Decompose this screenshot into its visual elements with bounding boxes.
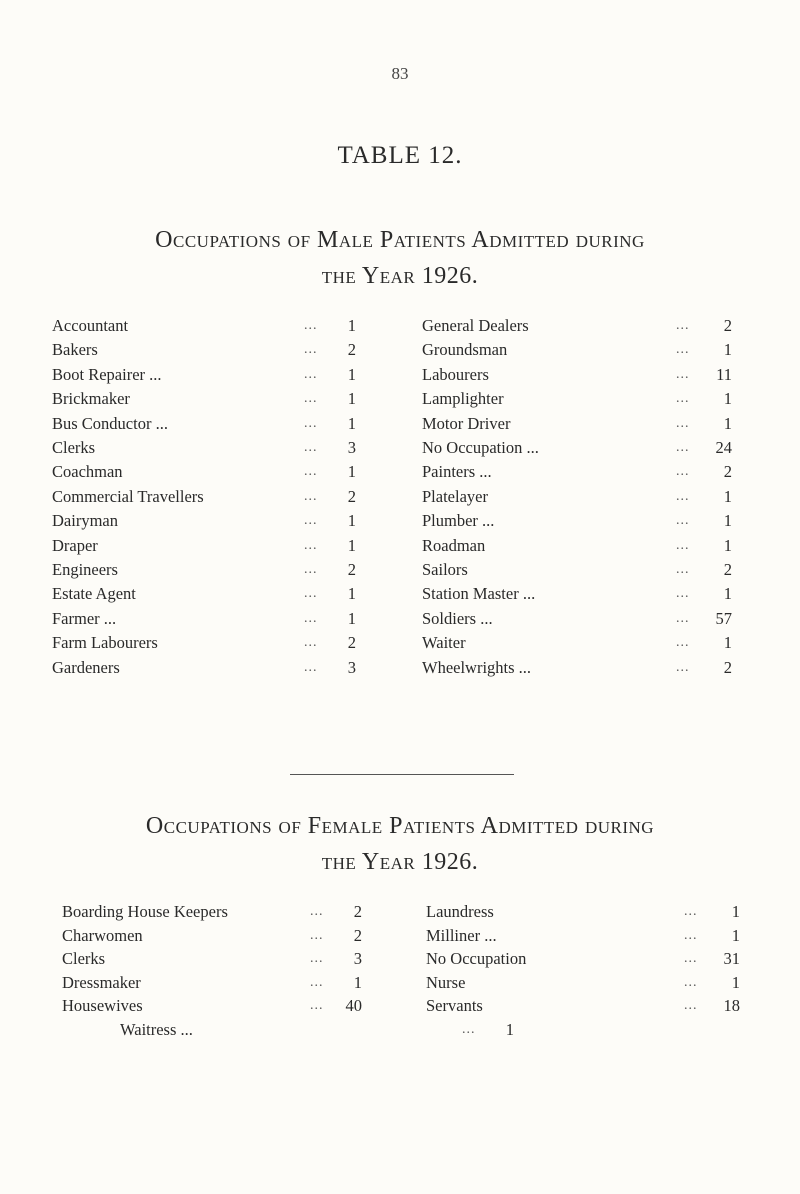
male-right-leader-dots: ... xyxy=(676,366,690,382)
male-left-row xyxy=(52,656,356,680)
male-left-row xyxy=(52,436,356,460)
female-left-row xyxy=(62,924,362,948)
male-right-occupation: No Occupation ... xyxy=(422,438,539,457)
male-left-leader-dots: ... xyxy=(304,415,318,431)
male-left-leader-dots: ... xyxy=(304,318,318,333)
male-left-row xyxy=(52,387,356,411)
male-right-row xyxy=(422,656,732,680)
male-left-occupation: Boot Repairer ... xyxy=(52,364,162,384)
male-right-occupation: Motor Driver xyxy=(422,413,511,433)
male-heading-line2: the Year 1926. xyxy=(321,263,479,289)
male-left-count: 1 xyxy=(347,535,356,555)
male-right-occupation: Groundsman xyxy=(422,340,508,360)
male-left-leader-dots: ... xyxy=(304,342,318,358)
male-left-count: 1 xyxy=(347,511,356,531)
male-right-count: 1 xyxy=(723,389,732,409)
male-right-count: 11 xyxy=(716,364,732,384)
male-left-row xyxy=(52,534,356,558)
male-right-occupation: Wheelwrights ... xyxy=(422,657,532,677)
male-left-occupation: Farmer ... xyxy=(52,608,117,628)
male-right-leader-dots: ... xyxy=(676,513,690,529)
male-left-count: 2 xyxy=(347,486,356,506)
male-right-occupation: Waiter xyxy=(422,633,466,653)
male-right-count: 2 xyxy=(723,560,732,579)
male-left-occupation: Commercial Travellers xyxy=(52,486,204,506)
female-left-count: 2 xyxy=(353,925,362,945)
male-left-row xyxy=(52,412,356,436)
male-right-leader-dots: ... xyxy=(676,318,690,333)
female-right-occupation: No Occupation xyxy=(426,949,527,968)
male-left-occupation: Farm Labourers xyxy=(52,633,158,653)
male-left-row xyxy=(52,485,356,509)
male-right-row xyxy=(422,509,732,533)
male-left-leader-dots: ... xyxy=(304,537,318,553)
female-left-occupation: Boarding House Keepers xyxy=(62,902,228,921)
female-right-row xyxy=(426,900,740,924)
male-left-leader-dots: ... xyxy=(304,366,318,382)
female-last-count: 1 xyxy=(505,1020,514,1039)
male-right-occupation: Roadman xyxy=(422,535,486,555)
female-heading-line2: the Year 1926. xyxy=(321,849,479,875)
male-right-occupation: Plumber ... xyxy=(422,511,495,531)
male-right-occupation: Platelayer xyxy=(422,486,488,506)
male-left-row xyxy=(52,558,356,582)
female-left-count: 2 xyxy=(353,902,362,921)
female-left-row xyxy=(62,994,362,1018)
male-left-occupation: Engineers xyxy=(52,560,118,579)
male-right-count: 2 xyxy=(723,657,732,677)
male-left-occupation: Gardeners xyxy=(52,657,120,677)
male-right-row xyxy=(422,582,732,606)
male-left-row xyxy=(52,509,356,533)
female-right-occupation: Nurse xyxy=(426,972,466,992)
female-left-occupation: Clerks xyxy=(62,949,106,968)
male-right-row xyxy=(422,387,732,411)
male-right-count: 1 xyxy=(723,413,732,433)
female-right-count: 1 xyxy=(731,902,740,921)
female-left-count: 3 xyxy=(353,949,362,968)
male-right-leader-dots: ... xyxy=(676,464,690,480)
female-left-occupation: Dressmaker xyxy=(62,972,141,992)
male-right-count: 1 xyxy=(723,511,732,531)
female-right-count: 1 xyxy=(731,925,740,945)
male-right-count: 1 xyxy=(723,584,732,604)
male-right-row xyxy=(422,631,732,655)
female-right-leader-dots: ... xyxy=(684,951,698,966)
male-left-count: 1 xyxy=(347,364,356,384)
male-left-leader-dots: ... xyxy=(304,659,318,675)
male-right-leader-dots: ... xyxy=(676,659,690,675)
male-left-count: 2 xyxy=(347,633,356,653)
male-left-occupation: Accountant xyxy=(52,316,129,335)
female-right-count: 1 xyxy=(731,972,740,992)
male-right-row xyxy=(422,607,732,631)
male-left-occupation: Draper xyxy=(52,535,98,555)
male-right-leader-dots: ... xyxy=(676,610,690,626)
male-left-count: 2 xyxy=(347,340,356,360)
male-left-occupation: Dairyman xyxy=(52,511,118,531)
page-number: 83 xyxy=(391,64,409,83)
male-right-count: 24 xyxy=(715,438,732,457)
male-right-leader-dots: ... xyxy=(676,415,690,431)
female-right-occupation: Servants xyxy=(426,996,483,1015)
male-left-count: 1 xyxy=(347,462,356,482)
male-left-count: 1 xyxy=(347,584,356,604)
male-left-row xyxy=(52,631,356,655)
male-left-row xyxy=(52,607,356,631)
female-left-leader-dots: ... xyxy=(310,904,324,919)
male-left-leader-dots: ... xyxy=(304,464,318,480)
male-left-count: 3 xyxy=(347,657,356,677)
male-left-leader-dots: ... xyxy=(304,391,318,407)
male-left-count: 1 xyxy=(347,316,356,335)
female-last-row xyxy=(120,1018,514,1042)
female-right-row xyxy=(426,924,740,948)
male-right-leader-dots: ... xyxy=(676,537,690,553)
female-right-leader-dots: ... xyxy=(684,974,698,990)
female-heading-line1: Occupations of Female Patients Admitted during xyxy=(145,813,655,839)
male-right-row xyxy=(422,460,732,484)
male-occupations-heading xyxy=(0,222,800,294)
male-right-occupation: Painters ... xyxy=(422,462,492,482)
female-left-leader-dots: ... xyxy=(310,974,324,990)
male-left-occupation: Bus Conductor ... xyxy=(52,413,168,433)
female-left-occupation: Housewives xyxy=(62,996,143,1015)
female-right-leader-dots: ... xyxy=(684,927,698,943)
male-left-count: 2 xyxy=(347,560,356,579)
male-left-occupation: Clerks xyxy=(52,438,96,457)
male-right-leader-dots: ... xyxy=(676,635,690,651)
female-right-row xyxy=(426,947,740,971)
male-right-count: 1 xyxy=(723,486,732,506)
male-right-count: 57 xyxy=(715,608,732,628)
male-right-row xyxy=(422,363,732,387)
male-left-row xyxy=(52,314,356,338)
male-right-count: 1 xyxy=(723,535,732,555)
male-right-row xyxy=(422,485,732,509)
male-right-row xyxy=(422,314,732,338)
female-right-count: 31 xyxy=(723,949,740,968)
male-right-row xyxy=(422,558,732,582)
male-right-row xyxy=(422,338,732,362)
male-left-leader-dots: ... xyxy=(304,488,318,504)
female-last-leader-dots: ... xyxy=(462,1022,476,1037)
male-left-leader-dots: ... xyxy=(304,635,318,651)
male-right-occupation: General Dealers xyxy=(422,316,529,335)
male-right-count: 1 xyxy=(723,633,732,653)
male-left-leader-dots: ... xyxy=(304,586,318,602)
female-left-count: 40 xyxy=(345,996,362,1015)
female-left-row xyxy=(62,971,362,995)
male-left-count: 1 xyxy=(347,608,356,628)
male-left-occupation: Estate Agent xyxy=(52,584,136,604)
female-right-occupation: Laundress xyxy=(426,902,494,921)
male-right-leader-dots: ... xyxy=(676,440,690,455)
female-left-occupation: Charwomen xyxy=(62,925,143,945)
male-right-leader-dots: ... xyxy=(676,342,690,358)
male-right-occupation: Sailors xyxy=(422,560,468,579)
female-right-count: 18 xyxy=(723,996,740,1015)
female-right-row xyxy=(426,971,740,995)
male-left-leader-dots: ... xyxy=(304,440,318,455)
male-right-occupation: Lamplighter xyxy=(422,389,504,409)
male-left-row xyxy=(52,338,356,362)
male-left-occupation: Coachman xyxy=(52,462,123,482)
female-right-row xyxy=(426,994,740,1018)
male-heading-line1: Occupations of Male Patients Admitted during xyxy=(155,227,645,253)
male-left-count: 1 xyxy=(347,389,356,409)
male-right-occupation: Soldiers ... xyxy=(422,608,493,628)
male-right-count: 2 xyxy=(723,316,732,335)
male-right-leader-dots: ... xyxy=(676,391,690,407)
female-left-leader-dots: ... xyxy=(310,927,324,943)
female-left-row xyxy=(62,947,362,971)
male-left-row xyxy=(52,363,356,387)
male-right-occupation: Station Master ... xyxy=(422,584,536,604)
female-left-row xyxy=(62,900,362,924)
table-title: TABLE 12. xyxy=(337,142,463,169)
male-right-leader-dots: ... xyxy=(676,586,690,602)
male-right-row xyxy=(422,436,732,460)
female-last-occupation: Waitress ... xyxy=(120,1020,193,1039)
male-left-occupation: Bakers xyxy=(52,340,98,360)
male-left-row xyxy=(52,582,356,606)
male-left-leader-dots: ... xyxy=(304,610,318,626)
male-right-row xyxy=(422,534,732,558)
section-divider xyxy=(290,774,514,775)
male-right-row xyxy=(422,412,732,436)
female-right-occupation: Milliner ... xyxy=(426,925,497,945)
male-right-leader-dots: ... xyxy=(676,562,690,577)
male-left-count: 1 xyxy=(347,413,356,433)
female-occupations-heading xyxy=(0,808,800,880)
female-left-leader-dots: ... xyxy=(310,951,324,966)
female-right-leader-dots: ... xyxy=(684,904,698,919)
male-right-leader-dots: ... xyxy=(676,488,690,504)
male-right-count: 1 xyxy=(723,340,732,360)
female-left-count: 1 xyxy=(353,972,362,992)
female-right-leader-dots: ... xyxy=(684,998,698,1013)
male-right-occupation: Labourers xyxy=(422,364,489,384)
male-left-leader-dots: ... xyxy=(304,513,318,529)
female-left-leader-dots: ... xyxy=(310,998,324,1013)
male-left-row xyxy=(52,460,356,484)
male-right-count: 2 xyxy=(723,462,732,482)
male-left-count: 3 xyxy=(347,438,356,457)
male-left-leader-dots: ... xyxy=(304,562,318,577)
male-left-occupation: Brickmaker xyxy=(52,389,130,409)
